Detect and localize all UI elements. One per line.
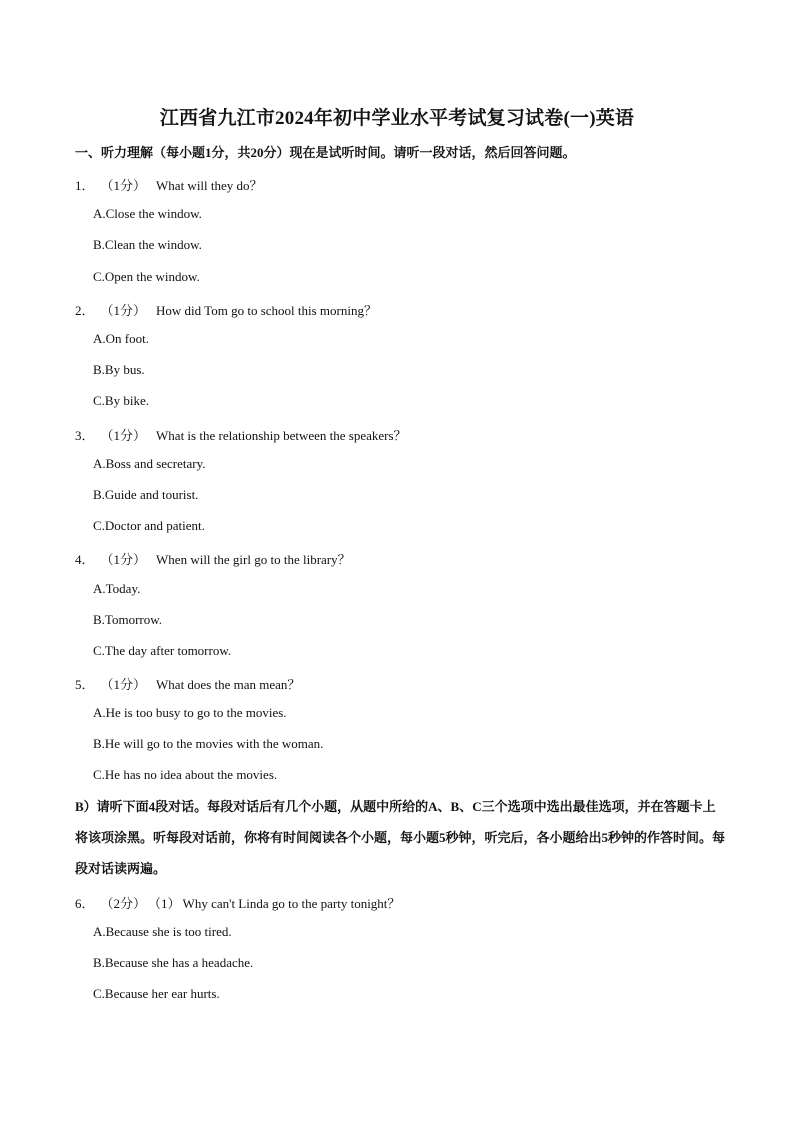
question-5-option-b: B.He will go to the movies with the woman. [93,736,324,751]
question-number: 3． [75,428,95,443]
question-3-option-a: A.Boss and secretary. [93,456,206,471]
question-number: 5． [75,677,95,692]
question-text: What is the relationship between the speakers？ [156,428,407,443]
section-b-header: B）请听下面4段对话。每段对话后有几个小题，从题中所给的A、B、C三个选项中选出最佳选项，并在答题卡上将该项涂黑。听每段对话前，你将有时间阅读各个小题，每小题5秒钟，听完后，各小题给出5秒钟的作答时间。每段对话读两遍。 [75,799,726,876]
question-number: 4． [75,552,95,567]
question-number: 6． [75,896,95,911]
question-score: （2分） [100,896,147,911]
question-1-option-a: A.Close the window. [93,206,202,221]
section-listening-header: 一、听力理解（每小题1分，共20分）现在是试听时间。请听一段对话，然后回答问题。 [75,145,576,160]
question-text: How did Tom go to school this morning？ [156,303,377,318]
question-text: What will they do？ [156,178,263,193]
question-6-option-b: B.Because she has a headache. [93,955,254,970]
question-text: Why can't Linda go to the party tonight？ [182,896,401,911]
question-3 [75,425,407,444]
question-5-option-a: A.He is too busy to go to the movies. [93,705,287,720]
page-title: 江西省九江市2024年初中学业水平考试复习试卷(一)英语 [159,108,635,129]
question-score: （1分） [100,428,147,443]
question-4 [75,549,351,568]
question-score: （1分） [100,178,147,193]
question-text: What does the man mean？ [156,677,301,692]
question-number: 2． [75,303,95,318]
question-4-option-c: C.The day after tomorrow. [93,643,232,658]
question-4-option-a: A.Today. [93,581,141,596]
question-1 [75,175,263,194]
question-5 [75,674,300,693]
question-score: （1分） [100,677,147,692]
question-score: （1分） [100,303,147,318]
question-number: 1． [75,178,95,193]
question-6-option-a: A.Because she is too tired. [93,924,232,939]
question-2 [75,300,377,319]
question-sub-number: （1） [148,896,181,911]
question-6-option-c: C.Because her ear hurts. [93,986,220,1001]
question-4-option-b: B.Tomorrow. [93,612,163,627]
question-1-option-b: B.Clean the window. [93,237,202,252]
question-2-option-c: C.By bike. [93,393,149,408]
question-2-option-a: A.On foot. [93,331,149,346]
question-1-option-c: C.Open the window. [93,269,200,284]
question-5-option-c: C.He has no idea about the movies. [93,767,278,782]
question-2-option-b: B.By bus. [93,362,145,377]
question-text: When will the girl go to the library？ [156,552,351,567]
question-3-option-b: B.Guide and tourist. [93,487,199,502]
question-score: （1分） [100,552,147,567]
question-3-option-c: C.Doctor and patient. [93,518,205,533]
question-6 [75,893,400,912]
